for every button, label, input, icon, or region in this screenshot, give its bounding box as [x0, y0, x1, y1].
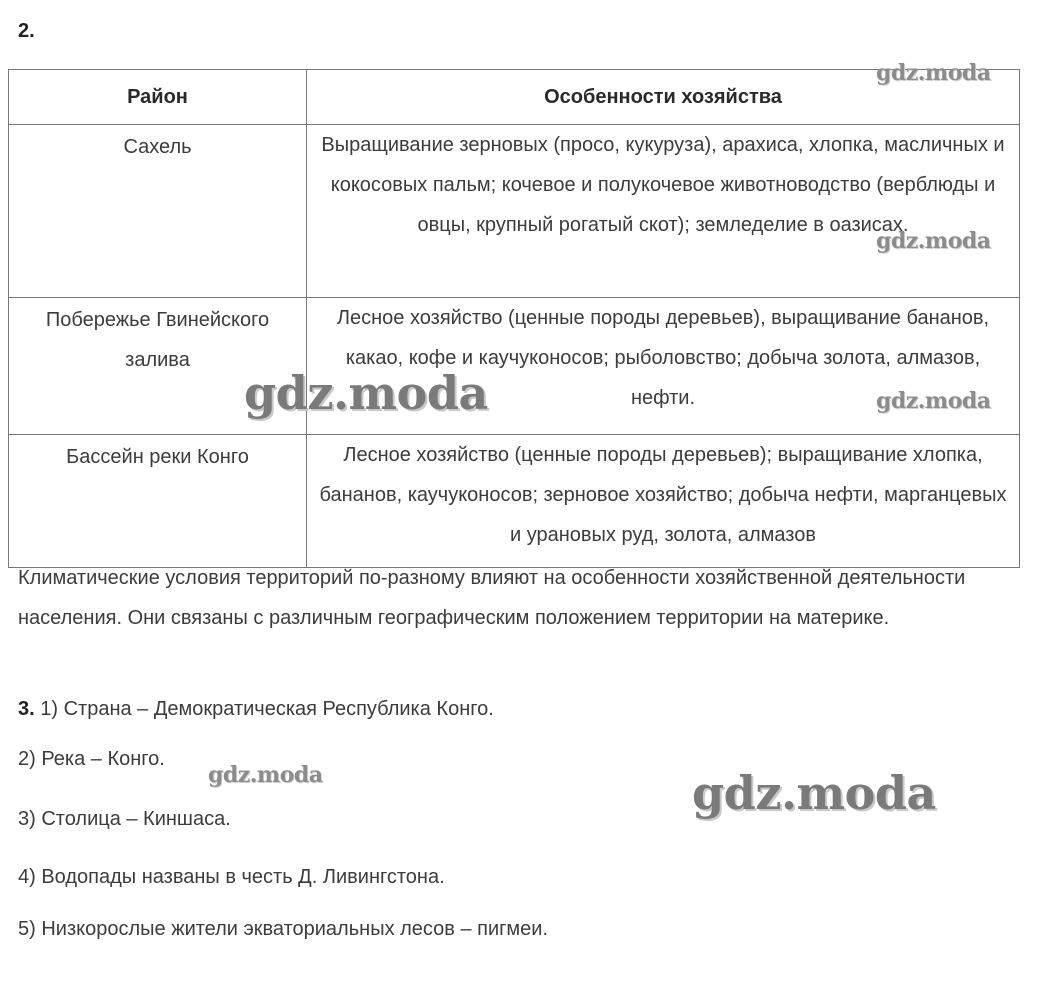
- region-cell: Побережье Гвинейского залива: [9, 298, 307, 435]
- answer-line-2: 2) Река – Конго.: [18, 748, 165, 770]
- watermark: gdz.moda: [244, 366, 488, 420]
- features-cell: Лесное хозяйство (ценные породы деревьев), выращивание бананов, какао, кофе и каучуконосов; рыболовство; добыча золота, алмазов, нефти.: [307, 298, 1020, 435]
- features-cell: Выращивание зерновых (просо, кукуруза), арахиса, хлопка, масличных и кокосовых пальм; кочевое и полукочевое животноводство (верблюды и овцы, крупный рогатый скот); земледелие в оазисах.: [307, 125, 1020, 298]
- watermark: gdz.moda: [692, 766, 936, 820]
- region-cell: Сахель: [9, 125, 307, 298]
- table-row: [9, 125, 1020, 298]
- table-row: [9, 435, 1020, 568]
- watermark: gdz.moda: [876, 388, 991, 414]
- task-3-number: 3.: [18, 698, 35, 720]
- watermark: gdz.moda: [876, 60, 991, 86]
- economy-table: [8, 69, 1020, 568]
- region-cell: Бассейн реки Конго: [9, 435, 307, 568]
- answer-text: 1) Страна – Демократическая Республика Конго.: [40, 698, 494, 720]
- features-cell: Лесное хозяйство (ценные породы деревьев); выращивание хлопка, бананов, каучуконосов; зерновое хозяйство; добыча нефти, марганцевых и урановых руд, золота, алмазов: [307, 435, 1020, 568]
- answer-line-1: [18, 698, 494, 721]
- table-header-row: [9, 70, 1020, 125]
- answer-line-4: 4) Водопады названы в честь Д. Ливингстона.: [18, 866, 445, 888]
- header-region: Район: [9, 70, 307, 125]
- answer-line-5: 5) Низкорослые жители экваториальных лесов – пигмеи.: [18, 918, 549, 940]
- header-features: Особенности хозяйства: [307, 70, 1020, 125]
- watermark: gdz.moda: [208, 762, 323, 788]
- watermark: gdz.moda: [876, 228, 991, 254]
- task-2-conclusion: Климатические условия территорий по-разному влияют на особенности хозяйственной деятельности населения. Они связаны с различным географическим положением территории на материке.: [18, 567, 966, 629]
- answer-line-3: 3) Столица – Киншаса.: [18, 808, 231, 830]
- table-row: [9, 298, 1020, 435]
- task-2-number: 2.: [18, 20, 35, 42]
